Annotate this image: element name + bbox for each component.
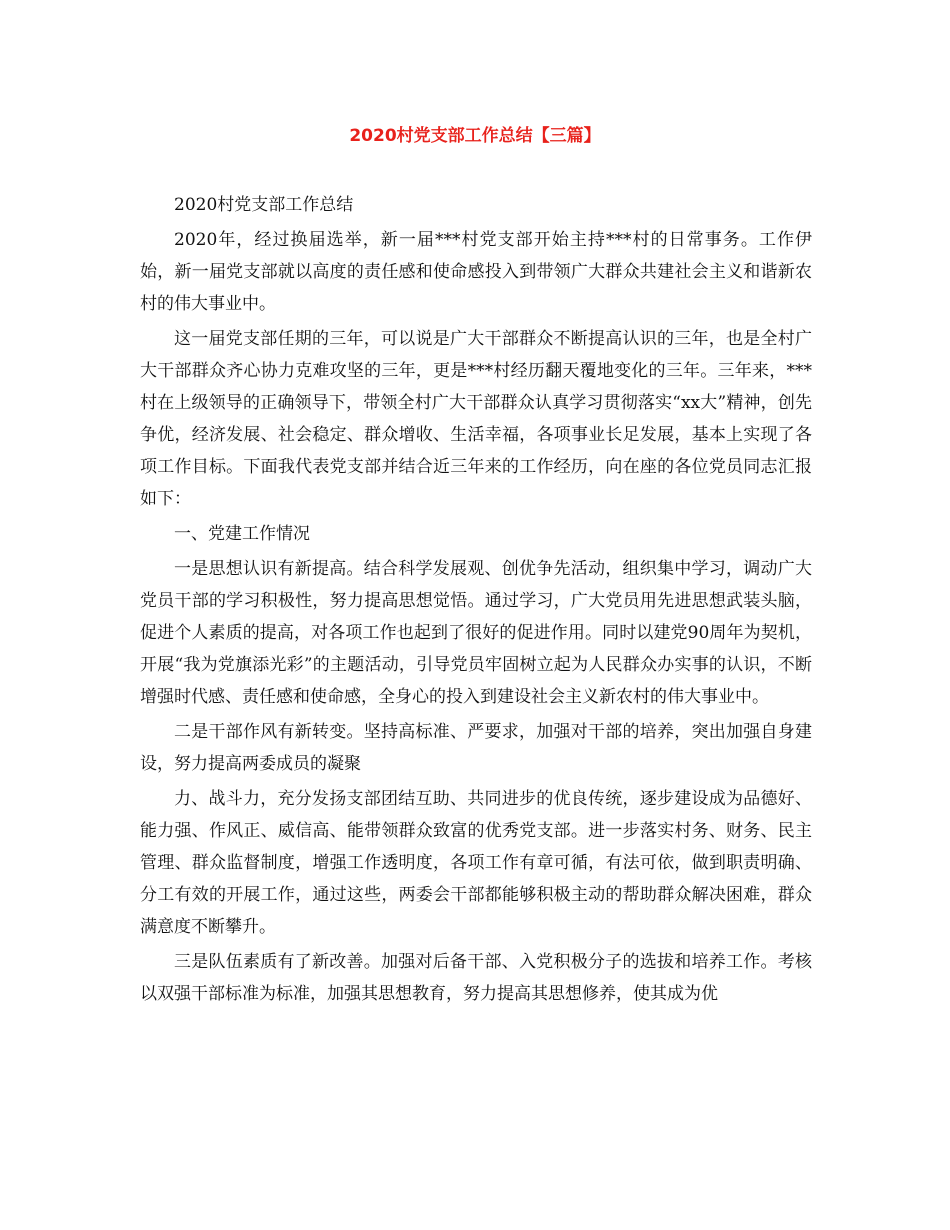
body-paragraph: 2020年，经过换届选举，新一届***村党支部开始主持***村的日常事务。工作伊始，新一届党支部就以高度的责任感和使命感投入到带领广大群众共建社会主义和谐新农村的伟大事业中。 xyxy=(140,230,812,314)
subtitle-paragraph: 2020村党支部工作总结 xyxy=(174,195,354,215)
body-paragraph: 一是思想认识有新提高。结合科学发展观、创优争先活动，组织集中学习，调动广大党员干部的学习积极性，努力提高思想觉悟。通过学习，广大党员用先进思想武装头脑，促进个人素质的提高，对各项工作也起到了很好的促进作用。同时以建党90周年为契机，开展“我为党旗添光彩”的主题活动，引导党员牢固树立起为人民群众办实事的认识，不断增强时代感、责任感和使命感，全身心的投入到建设社会主义新农村的伟大事业中。 xyxy=(140,559,812,707)
body-paragraph: 这一届党支部任期的三年，可以说是广大干部群众不断提高认识的三年，也是全村广大干部群众齐心协力克难攻坚的三年，更是***村经历翻天覆地变化的三年。三年来，***村在上级领导的正确领导下，带领全村广大干部群众认真学习贯彻落实“xx大”精神，创先争优，经济发展、社会稳定、群众增收、生活幸福，各项事业长足发展，基本上实现了各项工作目标。下面我代表党支部并结合近三年来的工作经历，向在座的各位党员同志汇报如下： xyxy=(140,329,812,509)
section-heading: 一、党建工作情况 xyxy=(174,524,310,544)
document-title: 2020村党支部工作总结【三篇】 xyxy=(349,126,601,146)
body-paragraph: 三是队伍素质有了新改善。加强对后备干部、入党积极分子的选拔和培养工作。考核以双强干部标准为标准，加强其思想教育，努力提高其思想修养，使其成为优 xyxy=(140,952,812,1004)
body-paragraph: 力、战斗力，充分发扬支部团结互助、共同进步的优良传统，逐步建设成为品德好、能力强、作风正、威信高、能带领群众致富的优秀党支部。进一步落实村务、财务、民主管理、群众监督制度，增强工作透明度，各项工作有章可循，有法可依，做到职责明确、分工有效的开展工作，通过这些，两委会干部都能够积极主动的帮助群众解决困难，群众满意度不断攀升。 xyxy=(140,789,812,937)
body-paragraph: 二是干部作风有新转变。坚持高标准、严要求，加强对干部的培养，突出加强自身建设，努力提高两委成员的凝聚 xyxy=(140,722,812,774)
document-body xyxy=(140,189,812,1013)
